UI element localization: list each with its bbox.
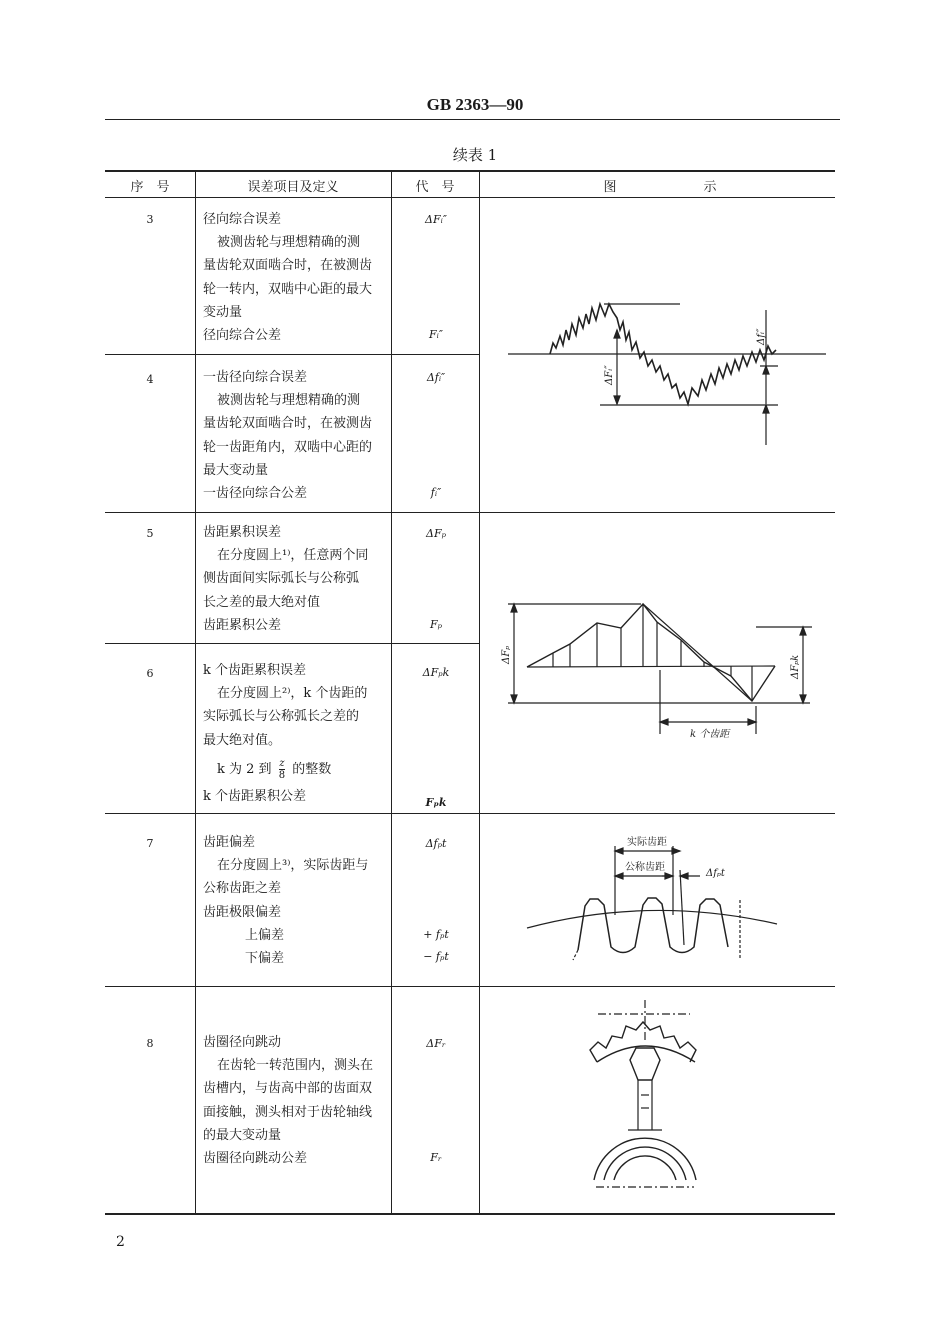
note-prefix: k 为 2 到 xyxy=(217,761,272,777)
tolerance-name: 径向综合公差 xyxy=(203,328,282,344)
item-title: k 个齿距累积误差 xyxy=(203,663,307,678)
row-seq: 5 xyxy=(146,527,154,540)
definition-line: 齿槽内，与齿高中部的齿面双 xyxy=(203,1081,373,1097)
fraction-numerator: z xyxy=(279,757,285,769)
definition-line: 公称齿距之差 xyxy=(203,881,282,897)
standard-number: GB 2363—90 xyxy=(426,95,524,114)
tolerance-name: 齿距极限偏差 xyxy=(203,904,282,920)
tolerance-name: k 个齿距累积公差 xyxy=(203,789,307,805)
tolerance-name: 齿距累积公差 xyxy=(203,617,282,633)
row-seq: 7 xyxy=(146,837,154,850)
error-code: ΔFᵢ″ xyxy=(425,213,447,226)
actual-pitch-label: 实际齿距 xyxy=(627,837,667,848)
nominal-pitch-label: 公称齿距 xyxy=(625,862,665,873)
upper-deviation-label: 上偏差 xyxy=(245,927,285,943)
col-header-code: 代 号 xyxy=(415,180,455,195)
tolerance-code: Fᵣ xyxy=(430,1151,442,1164)
definition-line: 轮一齿距角内，双啮中心距的 xyxy=(203,439,373,455)
item-title: 齿距偏差 xyxy=(203,835,256,850)
error-code: Δfᵢ″ xyxy=(426,371,446,384)
tolerance-name: 齿圈径向跳动公差 xyxy=(203,1151,308,1167)
fpk-label: ΔFₚk xyxy=(790,654,801,679)
item-title: 齿圈径向跳动 xyxy=(203,1035,282,1050)
lower-code: − fₚt xyxy=(423,950,449,963)
page-number: 2 xyxy=(116,1234,125,1250)
tolerance-code: Fₚ xyxy=(429,618,443,631)
col-header-figure-right: 示 xyxy=(703,180,717,195)
lower-deviation-label: 下偏差 xyxy=(245,951,285,967)
definition-line: 被测齿轮与理想精确的测 xyxy=(217,235,361,251)
definition-line: 量齿轮双面啮合时，在被测齿 xyxy=(203,258,373,274)
definition-line: 的最大变动量 xyxy=(203,1127,282,1143)
cumulative-pitch-error-diagram xyxy=(501,604,812,740)
fp-label: ΔFₚ xyxy=(501,645,512,664)
definition-line: 面接触，测头相对于齿轮轴线 xyxy=(203,1104,373,1120)
definition-line: 侧齿面间实际弧长与公称弧 xyxy=(203,571,360,587)
definition-line: 在齿轮一转范围内，测头在 xyxy=(217,1058,374,1074)
definition-line: 实际弧长与公称弧长之差的 xyxy=(203,709,360,725)
item-title: 径向综合误差 xyxy=(203,212,282,227)
error-code: ΔFᵣ xyxy=(426,1037,446,1050)
tolerance-code: Fᵢ″ xyxy=(429,328,443,341)
definition-line: 量齿轮双面啮合时，在被测齿 xyxy=(203,416,373,432)
fraction-denominator: 8 xyxy=(278,769,286,781)
definition-line: 在分度圆上³⁾，实际齿距与 xyxy=(217,858,369,874)
definition-line: 变动量 xyxy=(203,304,243,320)
error-code: ΔFₚ xyxy=(426,527,446,540)
row-seq: 3 xyxy=(146,213,154,226)
definition-line: 在分度圆上²⁾，k 个齿距的 xyxy=(217,686,368,702)
table-caption: 续表 1 xyxy=(452,146,498,164)
definition-line: 在分度圆上¹⁾，任意两个同 xyxy=(217,548,369,564)
row-seq: 4 xyxy=(146,373,154,386)
tolerance-code: Fₚk xyxy=(425,796,447,809)
note-suffix: 的整数 xyxy=(292,761,332,777)
row-seq: 6 xyxy=(146,667,154,680)
k-pitch-label: k 个齿距 xyxy=(690,729,730,740)
definition-line: 最大绝对值。 xyxy=(203,732,282,748)
definition-line: 被测齿轮与理想精确的测 xyxy=(217,393,361,409)
col-header-figure-left: 图 xyxy=(603,180,617,195)
col-header-item: 误差项目及定义 xyxy=(247,180,339,195)
upper-code: + fₚt xyxy=(423,928,449,941)
definition-line: 最大变动量 xyxy=(203,462,269,478)
tolerance-name: 一齿径向综合公差 xyxy=(203,486,308,502)
row-seq: 8 xyxy=(146,1037,154,1050)
col-header-seq: 序 号 xyxy=(130,180,170,195)
item-title: 齿距累积误差 xyxy=(203,525,282,540)
single-pitch-deviation-diagram xyxy=(527,835,777,960)
radial-runout-diagram xyxy=(590,1000,696,1187)
radial-composite-error-diagram xyxy=(508,304,826,445)
tolerance-code: fᵢ″ xyxy=(430,486,442,499)
error-code: ΔFₚk xyxy=(422,666,450,679)
pitch-deviation-label: Δfₚt xyxy=(706,868,725,879)
definition-line: 长之差的最大绝对值 xyxy=(203,594,321,610)
small-error-label: Δfᵢ″ xyxy=(756,328,767,345)
error-code: Δfₚt xyxy=(425,837,447,850)
item-title: 一齿径向综合误差 xyxy=(203,370,308,385)
definition-line: 轮一转内，双啮中心距的最大 xyxy=(203,281,373,297)
big-error-label: ΔFᵢ″ xyxy=(604,365,615,385)
